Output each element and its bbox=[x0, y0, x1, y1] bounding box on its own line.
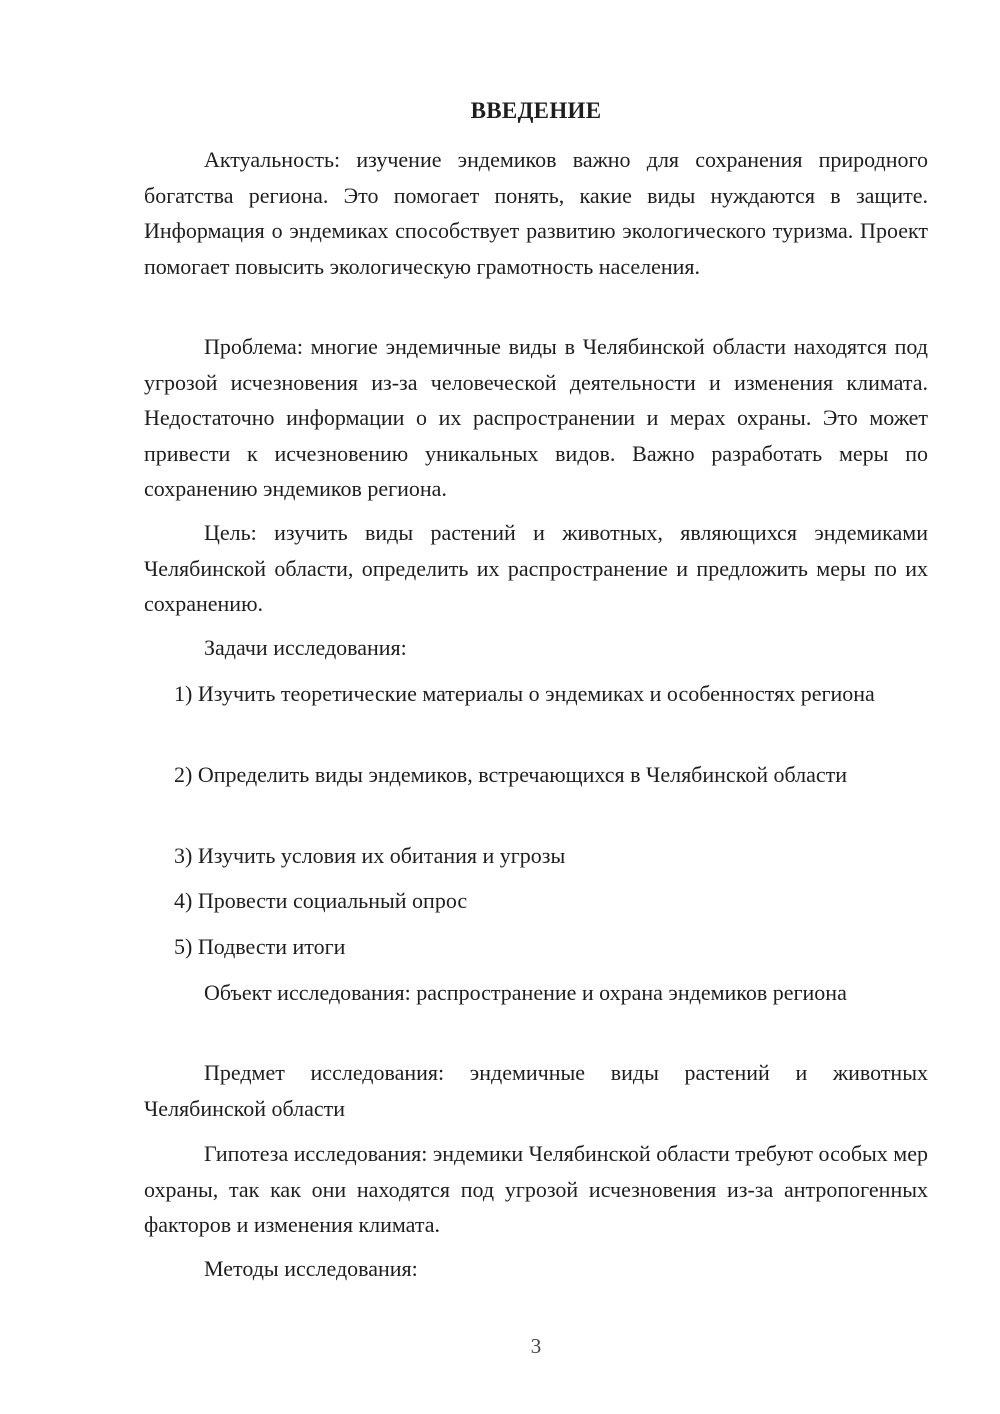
task-list-item: 3) Изучить условия их обитания и угрозы bbox=[174, 843, 566, 868]
paragraph-methods-heading: Методы исследования: bbox=[204, 1256, 418, 1281]
page-title: ВВЕДЕНИЕ bbox=[470, 98, 602, 123]
task-list-item: 2) Определить виды эндемиков, встречающихся в Челябинской области bbox=[174, 762, 848, 787]
paragraph-subject: Предмет исследования: эндемичные виды растений и животных Челябинской области bbox=[144, 1060, 928, 1121]
task-list-item: 4) Провести социальный опрос bbox=[174, 888, 468, 913]
task-list-item: 1) Изучить теоретические материалы о эндемиках и особенностях региона bbox=[174, 681, 875, 706]
page-number: 3 bbox=[530, 1334, 542, 1358]
paragraph-hypothesis: Гипотеза исследования: эндемики Челябинской области требуют особых мер охраны, так как они находятся под угрозой исчезновения из-за антропогенных факторов и изменения климата. bbox=[144, 1141, 928, 1237]
paragraph-relevance: Актуальность: изучение эндемиков важно для сохранения природного богатства региона. Это помогает понять, какие виды нуждаются в защите. Информация о эндемиках способствует развитию экологического туризма. Проект помогает повысить экологическую грамотность населения. bbox=[144, 147, 928, 279]
paragraph-tasks-heading: Задачи исследования: bbox=[204, 635, 407, 660]
paragraph-problem: Проблема: многие эндемичные виды в Челябинской области находятся под угрозой исчезновения из-за человеческой деятельности и изменения климата. Недостаточно информации о их распространении и мерах охраны. Это может привести к исчезновению уникальных видов. Важно разработать меры по сохранению эндемиков региона. bbox=[144, 334, 928, 501]
paragraph-object: Объект исследования: распространение и охрана эндемиков региона bbox=[204, 980, 847, 1005]
task-list-item: 5) Подвести итоги bbox=[174, 934, 346, 959]
paragraph-goal: Цель: изучить виды растений и животных, являющихся эндемиками Челябинской области, определить их распространение и предложить меры по их сохранению. bbox=[144, 520, 928, 616]
